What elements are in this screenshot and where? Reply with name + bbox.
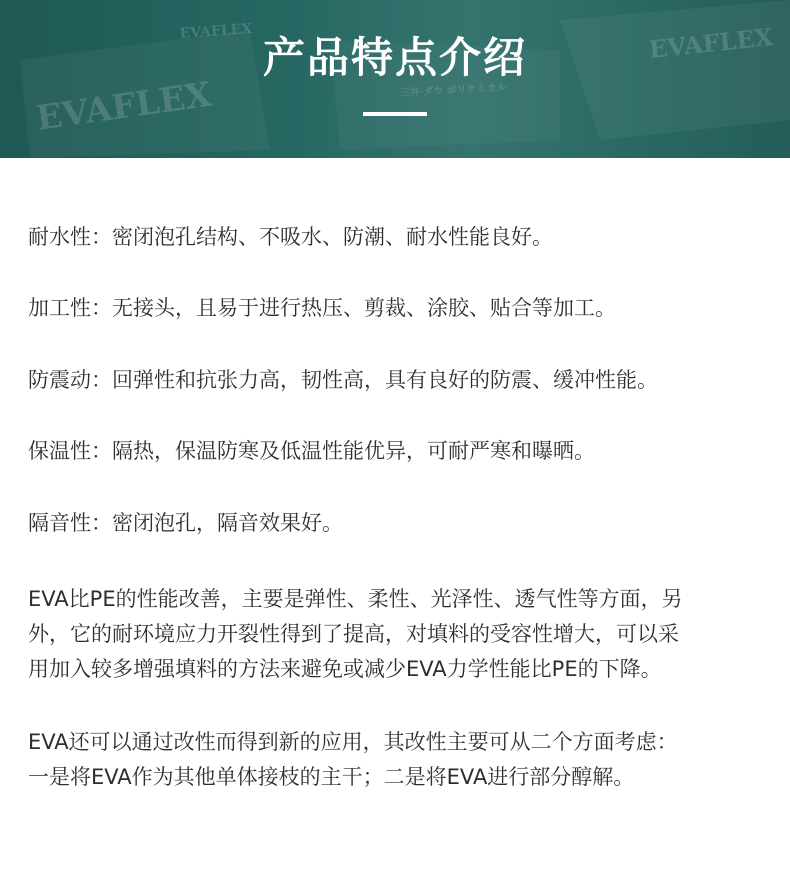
paragraph-eva-modification xyxy=(28,725,768,795)
bg-brand-text-2: EVAFLEX xyxy=(33,74,214,139)
feature-separator: ： xyxy=(91,225,112,249)
feature-text: 隔热，保温防寒及低温性能优异，可耐严寒和曝晒。 xyxy=(112,439,595,463)
feature-label: 耐水性 xyxy=(28,225,91,249)
feature-item-water-resistance xyxy=(28,220,768,255)
feature-separator: ： xyxy=(91,511,112,535)
bg-brand-text-4: 三井·ダウ ポリケミカル xyxy=(399,82,507,99)
feature-label: 保温性 xyxy=(28,439,91,463)
feature-separator: ： xyxy=(91,368,112,392)
feature-label: 加工性 xyxy=(28,296,91,320)
feature-label: 防震动 xyxy=(28,368,91,392)
feature-text: 密闭泡孔，隔音效果好。 xyxy=(112,511,343,535)
paragraph-line: EVA还可以通过改性而得到新的应用，其改性主要可从二个方面考虑： xyxy=(28,730,678,754)
paragraph-line: 用加入较多增强填料的方法来避免或减少EVA力学性能比PE的下降。 xyxy=(28,657,662,681)
feature-text: 无接头，且易于进行热压、剪裁、涂胶、贴合等加工。 xyxy=(112,296,616,320)
header-banner xyxy=(0,0,790,158)
feature-label: 隔音性 xyxy=(28,511,91,535)
paragraph-line: 一是将EVA作为其他单体接枝的主干；二是将EVA进行部分醇解。 xyxy=(28,765,635,789)
bg-brand-text-1: EVAFLEX xyxy=(179,20,253,42)
feature-separator: ： xyxy=(91,439,112,463)
feature-item-shock-absorption xyxy=(28,363,768,398)
feature-text: 密闭泡孔结构、不吸水、防潮、耐水性能良好。 xyxy=(112,225,553,249)
bg-brand-text-3: EVAFLEX xyxy=(647,22,775,64)
feature-separator: ： xyxy=(91,296,112,320)
feature-text: 回弹性和抗张力高，韧性高，具有良好的防震、缓冲性能。 xyxy=(112,368,658,392)
feature-item-processability xyxy=(28,291,768,326)
paragraph-line: 外，它的耐环境应力开裂性得到了提高，对填料的受容性增大，可以采 xyxy=(28,622,679,646)
feature-item-sound-insulation xyxy=(28,506,768,541)
paragraph-line: EVA比PE的性能改善，主要是弹性、柔性、光泽性、透气性等方面，另 xyxy=(28,587,683,611)
paragraph-eva-vs-pe xyxy=(28,582,768,687)
title-underline xyxy=(363,112,427,116)
feature-item-thermal-insulation xyxy=(28,434,768,469)
page-title: 产品特点介绍 xyxy=(262,33,527,82)
